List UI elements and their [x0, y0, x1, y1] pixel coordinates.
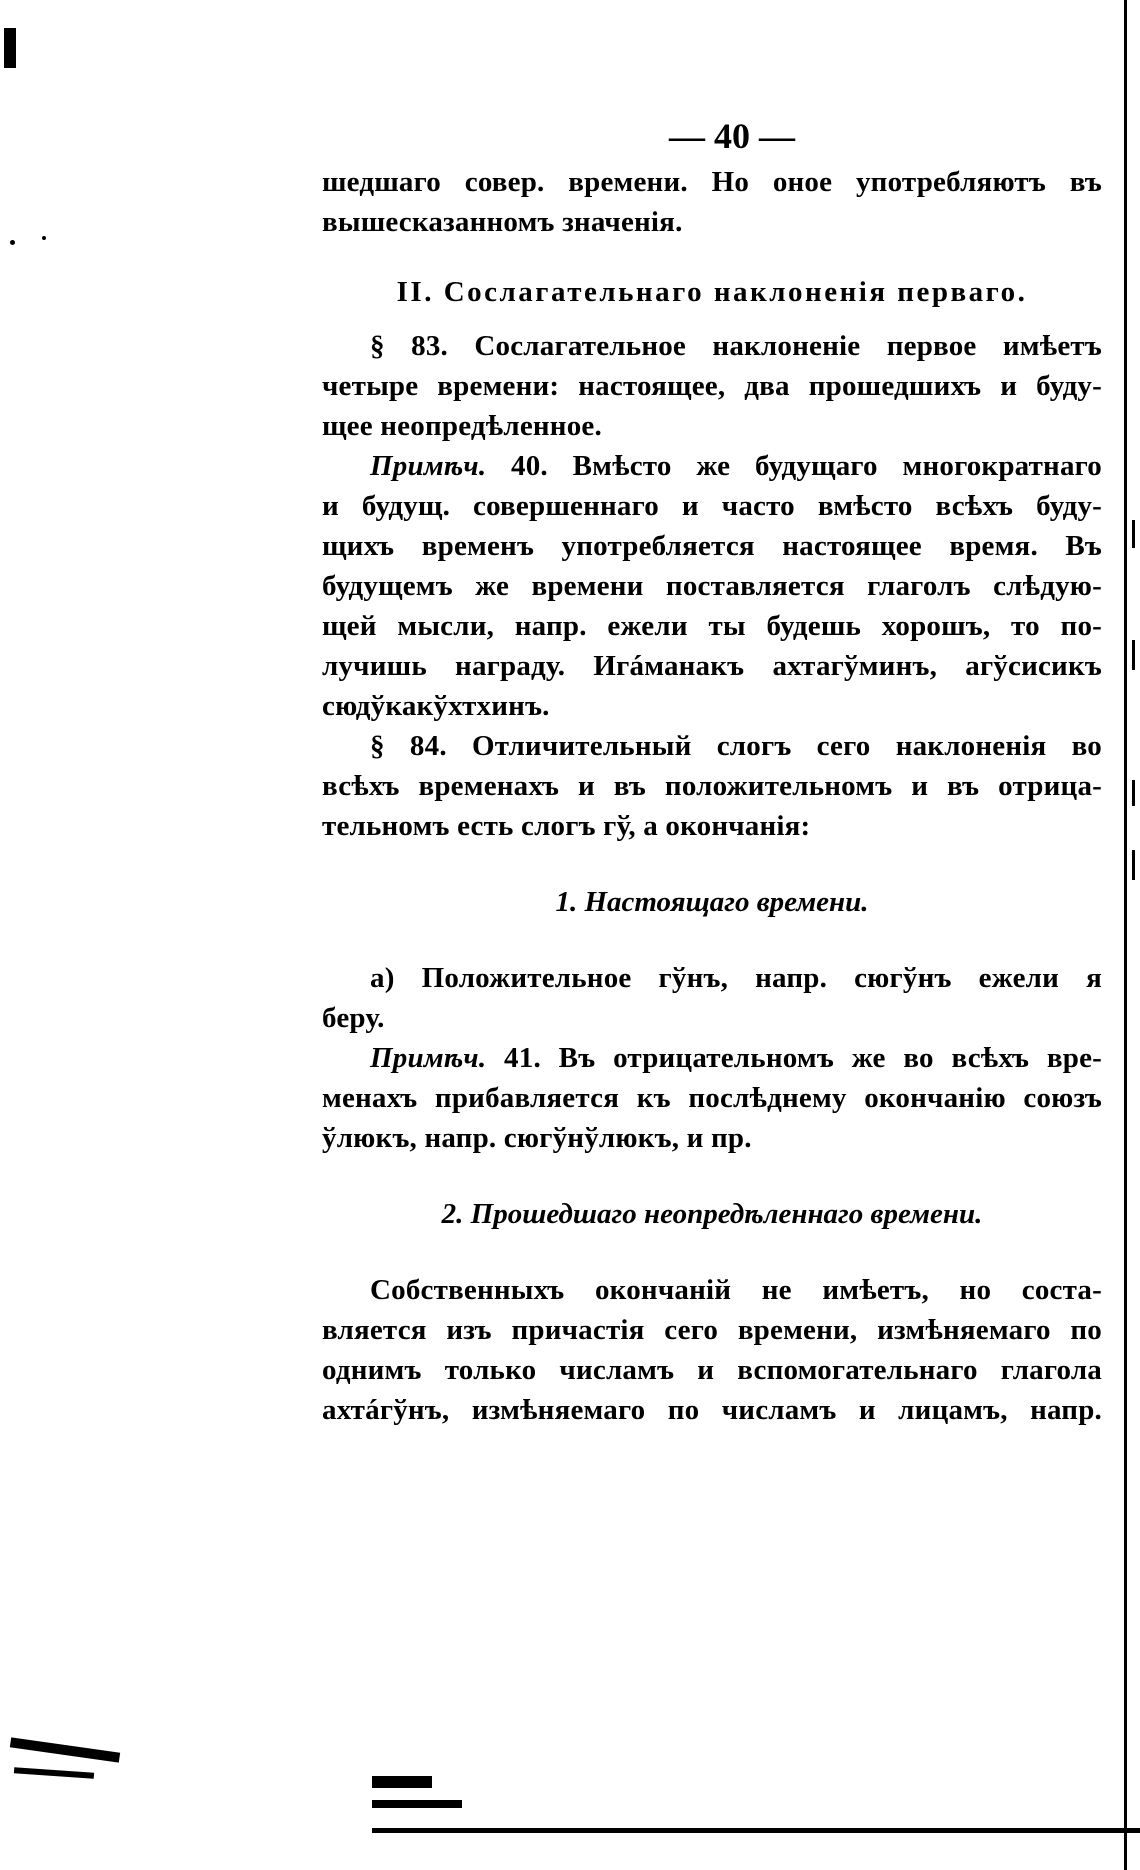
text-line: лучишь награду. Игáманакъ ахтагўминъ, агўсисикъ	[322, 650, 1102, 682]
text-line: шедшаго совер. времени. Но оное употребляютъ въ	[322, 166, 1102, 198]
note-label: Примѣч.	[370, 1042, 487, 1074]
text-line: и будущ. совершеннаго и часто вмѣсто всѣхъ буду-	[322, 490, 1102, 522]
note-text: 40. Вмѣсто же будущаго многократнаго	[486, 450, 1102, 482]
spacer	[322, 1234, 1102, 1270]
text-line: щее неопредѣленное.	[322, 410, 602, 442]
section-heading: 2. Прошедшаго неопредѣленнаго времени.	[441, 1198, 983, 1230]
scan-mark-bottom-rule	[372, 1828, 1140, 1833]
scan-edge-right	[1124, 0, 1127, 1870]
text-line: тельномъ есть слогъ гў, а окончанія:	[322, 810, 811, 842]
scan-mark-bottom-block-2	[372, 1800, 462, 1808]
scan-speck	[42, 236, 46, 240]
scan-mark-top-left	[4, 28, 16, 68]
text-line: сюдўкакўхтхинъ.	[322, 690, 550, 722]
text-line: однимъ только числамъ и вспомогательнаго глагола	[322, 1354, 1102, 1386]
page-text	[322, 110, 1102, 1430]
text-line: Собственныхъ окончаній не имѣетъ, но соста-	[370, 1274, 1102, 1306]
scan-mark-bottom-left	[10, 1737, 120, 1762]
margin-tick	[1132, 520, 1135, 548]
text-line: § 84. Отличительный слогъ сего наклоненія во	[370, 730, 1102, 762]
text-line: щихъ временъ употребляется настоящее время. Въ	[322, 530, 1102, 562]
spacer	[322, 1158, 1102, 1194]
text-line: всѣхъ временахъ и въ положительномъ и въ отрица-	[322, 770, 1102, 802]
note-text: 41. Въ отрицательномъ же во всѣхъ вре-	[486, 1042, 1102, 1074]
body-text	[322, 162, 1102, 1430]
section-heading: II. Сослагательнаго наклоненія перваго.	[396, 276, 1028, 308]
text-line: будущемъ же времени поставляется глаголъ слѣдую-	[322, 570, 1102, 602]
scan-mark-bottom-block	[372, 1776, 432, 1788]
text-line: а) Положительное гўнъ, напр. сюгўнъ ежели я	[370, 962, 1102, 994]
text-line: четыре времени: настоящее, два прошедшихъ и буду-	[322, 370, 1102, 402]
spacer	[322, 846, 1102, 882]
spacer	[322, 312, 1102, 326]
text-line: вышесказанномъ значенія.	[322, 206, 683, 238]
text-line	[322, 446, 1102, 486]
spacer	[322, 922, 1102, 958]
page-number: — 40 —	[669, 116, 795, 156]
margin-tick	[1132, 640, 1135, 670]
scan-mark-bottom-left-2	[14, 1767, 94, 1779]
text-line: беру.	[322, 1002, 385, 1034]
scan-speck	[10, 240, 15, 245]
text-line: ахтáгўнъ, измѣняемаго по числамъ и лицамъ, напр.	[322, 1394, 1102, 1426]
margin-tick	[1132, 780, 1135, 806]
text-line: щей мысли, напр. ежели ты будешь хорошъ, то по-	[322, 610, 1102, 642]
text-line: вляется изъ причастія сего времени, измѣняемаго по	[322, 1314, 1102, 1346]
text-line	[322, 1038, 1102, 1078]
note-label: Примѣч.	[370, 450, 487, 482]
spacer	[322, 242, 1102, 272]
text-line: ўлюкъ, напр. сюгўнўлюкъ, и пр.	[322, 1122, 752, 1154]
text-line: § 83. Сослагательное наклоненіе первое имѣетъ	[370, 330, 1102, 362]
text-line: менахъ прибавляется къ послѣднему окончанію союзъ	[322, 1082, 1102, 1114]
section-heading: 1. Настоящаго времени.	[555, 886, 869, 918]
margin-tick	[1132, 850, 1135, 880]
